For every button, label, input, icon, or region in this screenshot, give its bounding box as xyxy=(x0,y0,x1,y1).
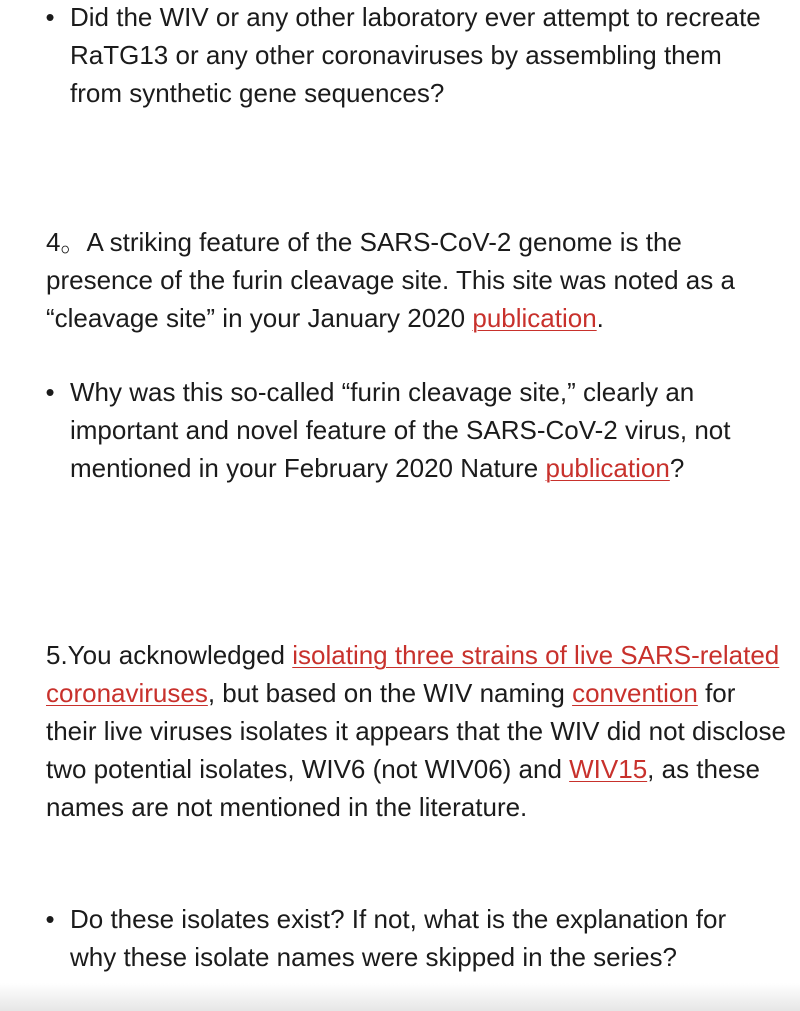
isolating-strains-link[interactable]: isolating three strains of live SARS-related coronaviruses xyxy=(46,640,780,708)
bullet-question-furin-site xyxy=(45,373,770,487)
bullet-marker: • xyxy=(45,377,55,407)
question-5-paragraph xyxy=(46,636,786,826)
question-5-text-4: , as these names are not mentioned in the literature. xyxy=(46,754,760,822)
publication-link-february-2020[interactable]: publication xyxy=(545,453,670,483)
bullet-question-synthetic-assembly xyxy=(45,0,770,112)
bullet-question-isolates-exist xyxy=(45,900,770,976)
bullet-text: Why was this so-called “furin cleavage site,” clearly an important and novel feature of the SARS-CoV-2 virus, not mentioned in your February 2020 Nature xyxy=(70,377,731,483)
bottom-scroll-shadow xyxy=(0,983,800,1011)
convention-link[interactable]: convention xyxy=(572,678,698,708)
question-4-text: 4。A striking feature of the SARS-CoV-2 genome is the presence of the furin cleavage site. This site was noted as a “cleavage site” in your January 2020 xyxy=(46,227,735,333)
question-5-text-1: 5.You acknowledged xyxy=(46,640,293,670)
question-5-text-3: for their live viruses isolates it appears that the WIV did not disclose two potential isolates, WIV6 (not WIV06) and xyxy=(46,678,786,784)
bullet-marker: • xyxy=(45,904,55,934)
bullet-suffix: ? xyxy=(669,453,685,483)
bullet-text: Did the WIV or any other laboratory ever attempt to recreate RaTG13 or any other coronaviruses by assembling them from synthetic gene sequences? xyxy=(70,2,761,108)
publication-link-january-2020[interactable]: publication xyxy=(472,303,597,333)
wiv15-link[interactable]: WIV15 xyxy=(569,754,648,784)
question-4-paragraph xyxy=(46,223,786,337)
bullet-text: Do these isolates exist? If not, what is the explanation for why these isolate names were skipped in the series? xyxy=(70,904,727,972)
question-5-text-2: , but based on the WIV naming xyxy=(207,678,573,708)
bullet-marker: • xyxy=(45,2,55,32)
question-4-suffix: . xyxy=(596,303,604,333)
